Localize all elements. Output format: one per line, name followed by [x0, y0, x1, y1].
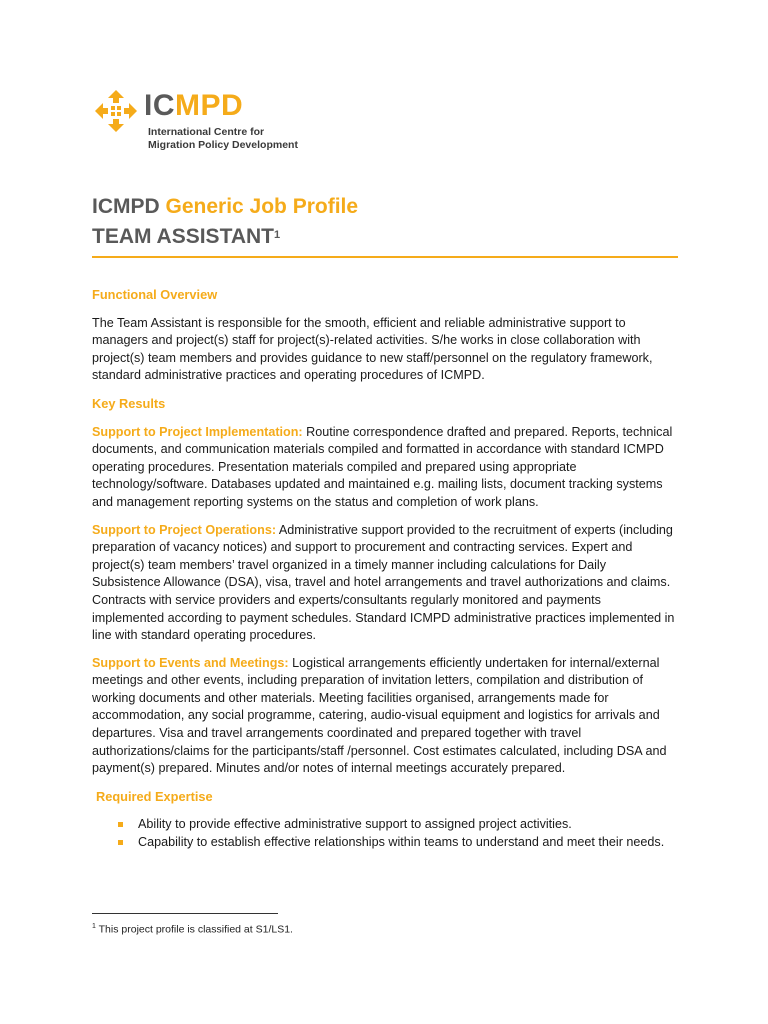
events-heading: Support to Events and Meetings:: [92, 655, 289, 670]
square-bullet-icon: [118, 840, 123, 845]
required-expertise-heading: Required Expertise: [96, 788, 213, 804]
square-bullet-icon: [118, 822, 123, 827]
title-accent: Generic Job Profile: [165, 195, 359, 218]
operations-text: Administrative support provided to the recruitment of experts (including preparation of vacancy notices) and support to procurement and contracting services. Expert and project(s) team members’ travel organized in a timely manner including calculations for Daily Subsistence Allowance (DSA), visa, travel and hotel arrangements and travel authorizations and claims. Contracts with service providers and experts/consultants regularly monitored and payments implemented according to payment schedules. Standard ICMPD administrative practices implemented in line with standard operating procedures.: [92, 522, 675, 643]
operations-paragraph: [92, 522, 676, 645]
footnote: [92, 920, 293, 937]
key-results-heading: Key Results: [92, 395, 166, 411]
title-line1: [92, 193, 678, 221]
footnote-ref: 1: [274, 229, 281, 241]
implementation-text: Routine correspondence drafted and prepared. Reports, technical documents, and communication materials compiled and formatted in accordance with standard ICMPD operating procedures. Presentation materials compiled and prepared using appropriate technology/software. Databases updated and maintained e.g. mailing lists, document tracking systems and management reporting systems on the status and completion of work plans.: [92, 424, 673, 509]
operations-heading: Support to Project Operations:: [92, 522, 277, 537]
functional-overview-text: The Team Assistant is responsible for the smooth, efficient and reliable administrative support to managers and project(s) staff for project(s)-related activities. S/he works in close collaboration with project(s) team members and provides guidance to new staff/personnel on the regulatory framework, standard administrative practices and operating procedures of ICMPD.: [92, 315, 653, 383]
expertise-list: [92, 816, 676, 851]
implementation-paragraph: [92, 424, 676, 512]
functional-overview-heading: Functional Overview: [92, 287, 218, 302]
list-item: Capability to establish effective relationships within teams to understand and meet their needs.: [118, 834, 676, 852]
footnote-mark: 1: [92, 923, 96, 930]
icmpd-logo: [94, 88, 334, 158]
list-item: Ability to provide effective administrative support to assigned project activities.: [118, 816, 676, 834]
events-text: Logistical arrangements efficiently undertaken for internal/external meetings and other events, including preparation of invitation letters, compilation and distribution of working documents and other materials. Meeting facilities organised, arrangements made for accommodation, any social programme, catering, audio-visual equipment and logistics for arrivals and departures. Visa and travel arrangements coordinated and prepared together with travel authorizations/claims for the participants/staff /personnel. Cost estimates calculated, including DSA and payment(s) prepared. Minutes and/or notes of internal meetings accurately prepared.: [92, 655, 667, 776]
events-paragraph: [92, 655, 676, 778]
document-body: [92, 286, 676, 852]
footnote-text: This project profile is classified at S1/LS1.: [95, 923, 293, 936]
role-text: TEAM ASSISTANT: [92, 225, 274, 248]
document-title: [92, 193, 678, 251]
title-role: [92, 223, 678, 251]
title-divider: [92, 256, 678, 258]
arrows-cross-icon: [94, 89, 138, 133]
title-prefix: ICMPD: [92, 195, 166, 218]
logo-subtitle: [148, 126, 298, 152]
footnote-divider: [92, 913, 278, 914]
logo-wordmark: ICMPD: [144, 89, 244, 122]
implementation-heading: Support to Project Implementation:: [92, 424, 303, 439]
logo-subtitle-line1: International Centre for: [148, 126, 265, 138]
logo-subtitle-line2: Migration Policy Development: [148, 139, 298, 151]
